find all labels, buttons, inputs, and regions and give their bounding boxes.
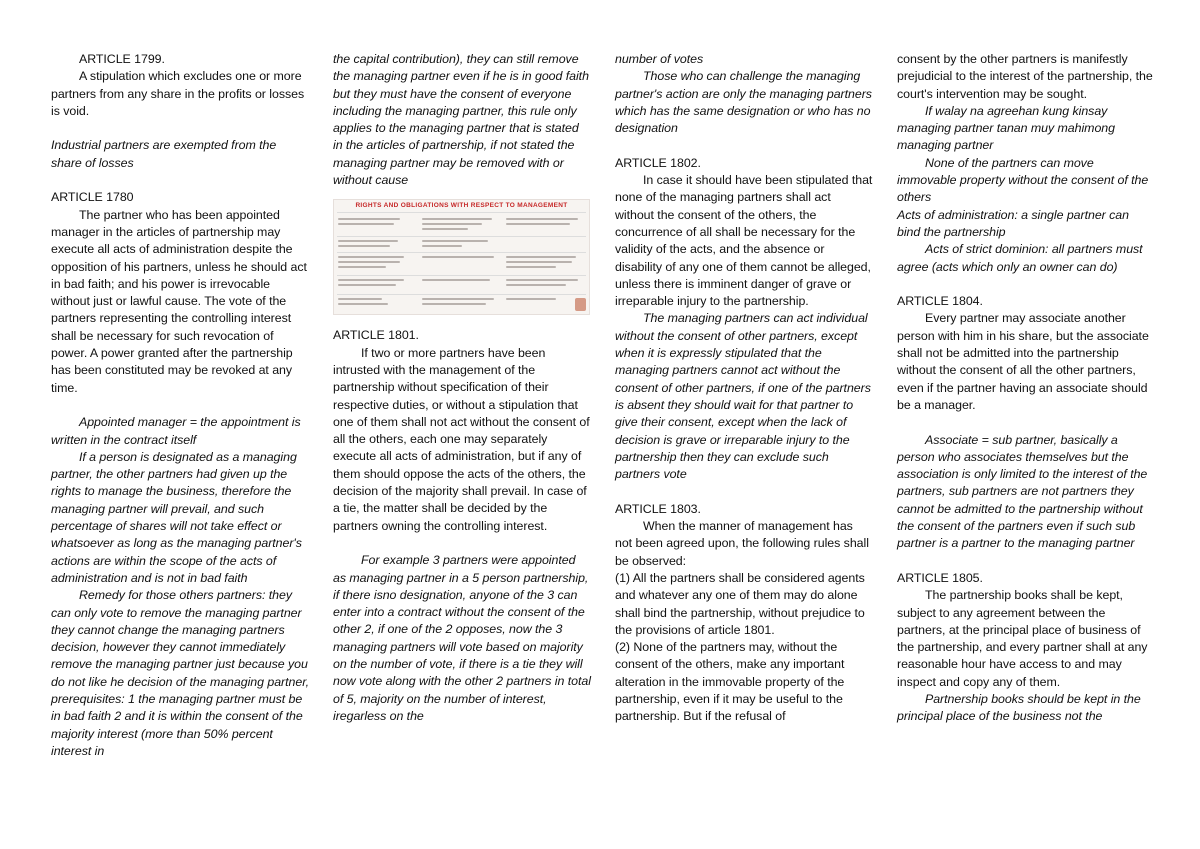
note-designated-partner: If a person is designated as a managing partner, the other partners had given up the rights to manage the business, therefore the managing partner will prevail, and such percentage of shares will not take effect or whatsoever as long as the managing partner's actions are within the scope of the acts of administration and is not in bad faith [51,449,302,585]
note-appointed-manager: Appointed manager = the appointment is written in the contract itself [51,415,301,447]
article-1799-body: A stipulation which excludes one or more partners from any share in the profits or losses is void. [51,69,305,118]
article-1803-rule-2: (2) None of the partners may, without the consent of the others, make any important alteration in the immovable property of the partnership, even if it may be useful to the partnership. But if the refusal of [615,640,845,724]
article-1802-title: ARTICLE 1802. [615,155,701,170]
image-title: RIGHTS AND OBLIGATIONS WITH RESPECT TO MANAGEMENT [355,202,568,210]
article-1805-body: The partnership books shall be kept, subject to any agreement between the partners, at the principal place of business of the partnership, and every partner shall at any reasonable hour have access to and may inspect and copy any of them. [897,588,1148,689]
note-continued: number of votes [615,52,704,66]
article-1799-note: Industrial partners are exempted from the share of losses [51,138,277,170]
note-continued: the capital contribution), they can still remove the managing partner even if he is in good faith but they must have the consent of everyone including the managing partner, this rule only applies to the managing partner that is stated in the articles of partnership, if not stated the managing partner may be removed with or without cause [333,52,589,188]
note-example: For example 3 partners were appointed as managing partner in a 5 person partnership, if there isno designation, anyone of the 3 can enter into a contract without the consent of the other 2, if one of the 2 opposes, now the 3 managing partners will vote based on majority on the number of vote, if there is a tie they will now vote along with the other 2 partners in total of 5, majority on the number of interest, iregarless on the [333,553,591,723]
management-table-image [333,199,590,315]
article-1801-title: ARTICLE 1801. [333,328,419,343]
presenter-avatar-icon [575,298,586,311]
note-acts-administration: Acts of administration: a single partner can bind the partnership [897,207,1129,239]
column-2 [333,51,591,725]
note-immovable: None of the partners can move immovable property without the consent of the others [897,155,1149,205]
article-1804-body: Every partner may associate another person with him in his share, but the associate shall not be admitted into the partnership without the consent of all the other partners, even if the partner having an associate should be a manager. [897,311,1149,412]
column-1 [51,51,309,760]
article-1805-title: ARTICLE 1805. [897,570,983,585]
note-associate: Associate = sub partner, basically a person who associates themselves but the association is only limited to the interest of the partners, sub partners are not partners they cannot be admitted to the partnership without the consent of the partners even if such sub partner is a partner to the managing partner [897,432,1148,551]
article-1780-title: ARTICLE 1780 [51,190,134,205]
article-1802-body: In case it should have been stipulated that none of the managing partners shall act without the consent of the others, the concurrence of all shall be necessary for the validity of the acts, and the absence or disability of any one of them cannot be alleged, unless there is imminent danger of grave or irreparable injury to the partnership. [615,173,873,309]
note-challenge: Those who can challenge the managing partner's action are only the managing partners which has the same designation or who has no designation [615,69,872,136]
article-1804-title: ARTICLE 1804. [897,294,983,309]
article-1799-title: ARTICLE 1799. [79,52,165,66]
column-3 [615,51,873,726]
note-walay: If walay na agreehan kung kinsay managing partner tanan muy mahimong managing partner [897,103,1115,153]
column-4 [897,51,1155,726]
article-1803-title: ARTICLE 1803. [615,501,701,516]
note-remedy: Remedy for those others partners: they can only vote to remove the managing partner they cannot change the managing partners decision, however they cannot immediately remove the managing partner just because you do not like he decision of the managing partner, prerequisites: 1 the managing partner must be in bad faith 2 and it is within the consent of the majority interest (more than 50% percent interest in [51,588,309,758]
body-continued: consent by the other partners is manifestly prejudicial to the interest of the partnership, the court's intervention may be sought. [897,52,1153,101]
article-1803-body: When the manner of management has not been agreed upon, the following rules shall be observed: [615,519,869,568]
note-managing-partners: The managing partners can act individual without the consent of other partners, except when it is expressly stipulated that the managing partners cannot act without the consent of other partners, if one of the partners is absent they should wait for that partner to give their consent, except when the lack of decision is grave or irreparable injury to the partnership then they can exclude such partners vote [615,311,871,482]
note-acts-dominion: Acts of strict dominion: all partners must agree (acts which only an owner can do) [897,242,1143,274]
article-1780-body: The partner who has been appointed manager in the articles of partnership may execute all acts of administration despite the opposition of his partners, unless he should act in bad faith; and his power is irrevocable without just or lawful cause. The vote of the partners representing the controlling interest shall be necessary for such revocation of power. A power granted after the partnership has been constituted may be revoked at any time. [51,207,307,395]
article-1803-rule-1: (1) All the partners shall be considered agents and whatever any one of them may do alone shall bind the partnership, without prejudice to the provisions of article 1801. [615,570,865,637]
note-books: Partnership books should be kept in the principal place of the business not the [897,691,1141,724]
article-1801-body: If two or more partners have been intrusted with the management of the partnership without specification of their respective duties, or without a stipulation that one of them shall not act without the consent of all the others, each one may separately execute all acts of administration, but if any of them should oppose the acts of the others, the decision of the majority shall prevail. In case of a tie, the matter shall be decided by the partners owning the controlling interest. [333,345,590,533]
